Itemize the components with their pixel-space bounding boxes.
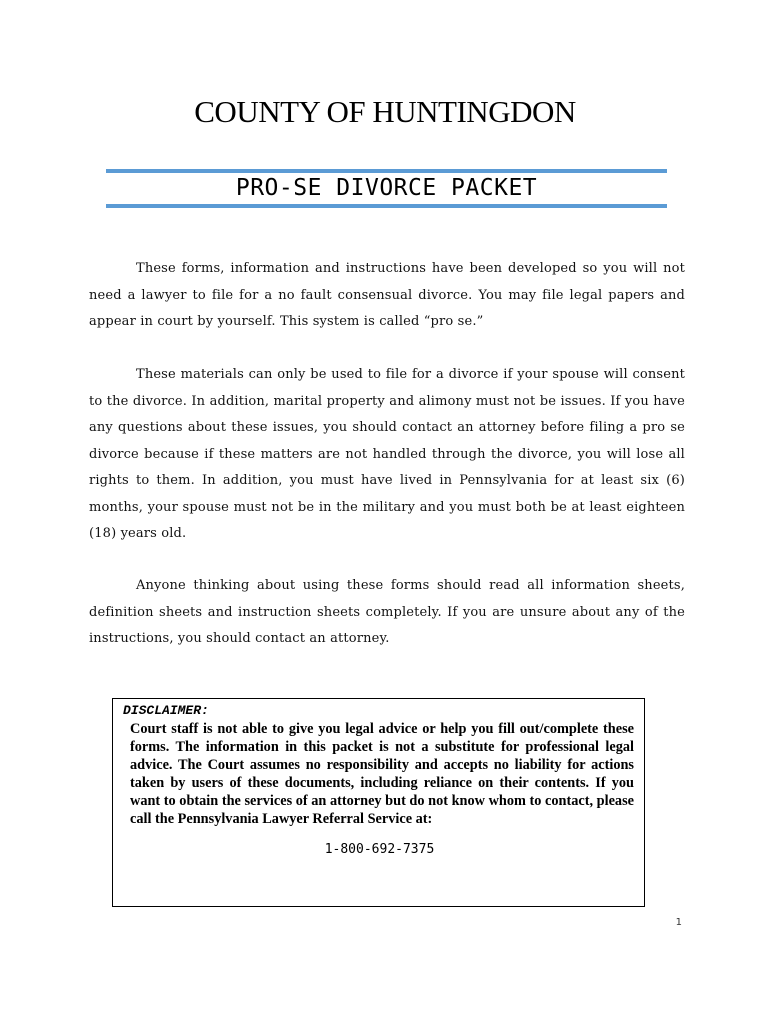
page-number: 1 <box>675 917 682 928</box>
intro-paragraph: These forms, information and instructions have been developed so you will not need a lawyer to file for a no fault consensual divorce. You may file legal papers and appear in court by yourself. This system is called “pro se.” <box>89 261 685 329</box>
subtitle-top-rule <box>106 169 667 173</box>
eligibility-paragraph: These materials can only be used to file for a divorce if your spouse will consent to the divorce. In addition, marital property and alimony must not be issues. If you have any questions about these issues, you should contact an attorney before filing a pro se divorce because if these matters are not handled through the divorce, you will lose all rights to them. In addition, you must have lived in Pennsylvania for at least six (6) months, your spouse must not be in the military and you must both be at least eighteen (18) years old. <box>89 367 685 541</box>
disclaimer-box <box>112 698 645 907</box>
instructions-paragraph: Anyone thinking about using these forms should read all information sheets, definition sheets and instruction sheets completely. If you are unsure about any of the instructions, you should contact an attorney. <box>89 578 685 646</box>
disclaimer-heading: DISCLAIMER: <box>123 703 209 718</box>
page-title: COUNTY OF HUNTINGDON <box>194 94 576 129</box>
referral-phone-number: 1-800-692-7375 <box>324 842 435 857</box>
subtitle-bottom-rule <box>106 204 667 208</box>
page-subtitle: PRO-SE DIVORCE PACKET <box>235 175 538 201</box>
disclaimer-text: Court staff is not able to give you legal advice or help you fill out/complete these forms. The information in this packet is not a substitute for professional legal advice. The Court assumes no responsibility and accepts no liability for actions taken by users of these documents, including reliance on their contents. If you want to obtain the services of an attorney but do not know whom to contact, please call the Pennsylvania Lawyer Referral Service at: <box>130 721 634 827</box>
